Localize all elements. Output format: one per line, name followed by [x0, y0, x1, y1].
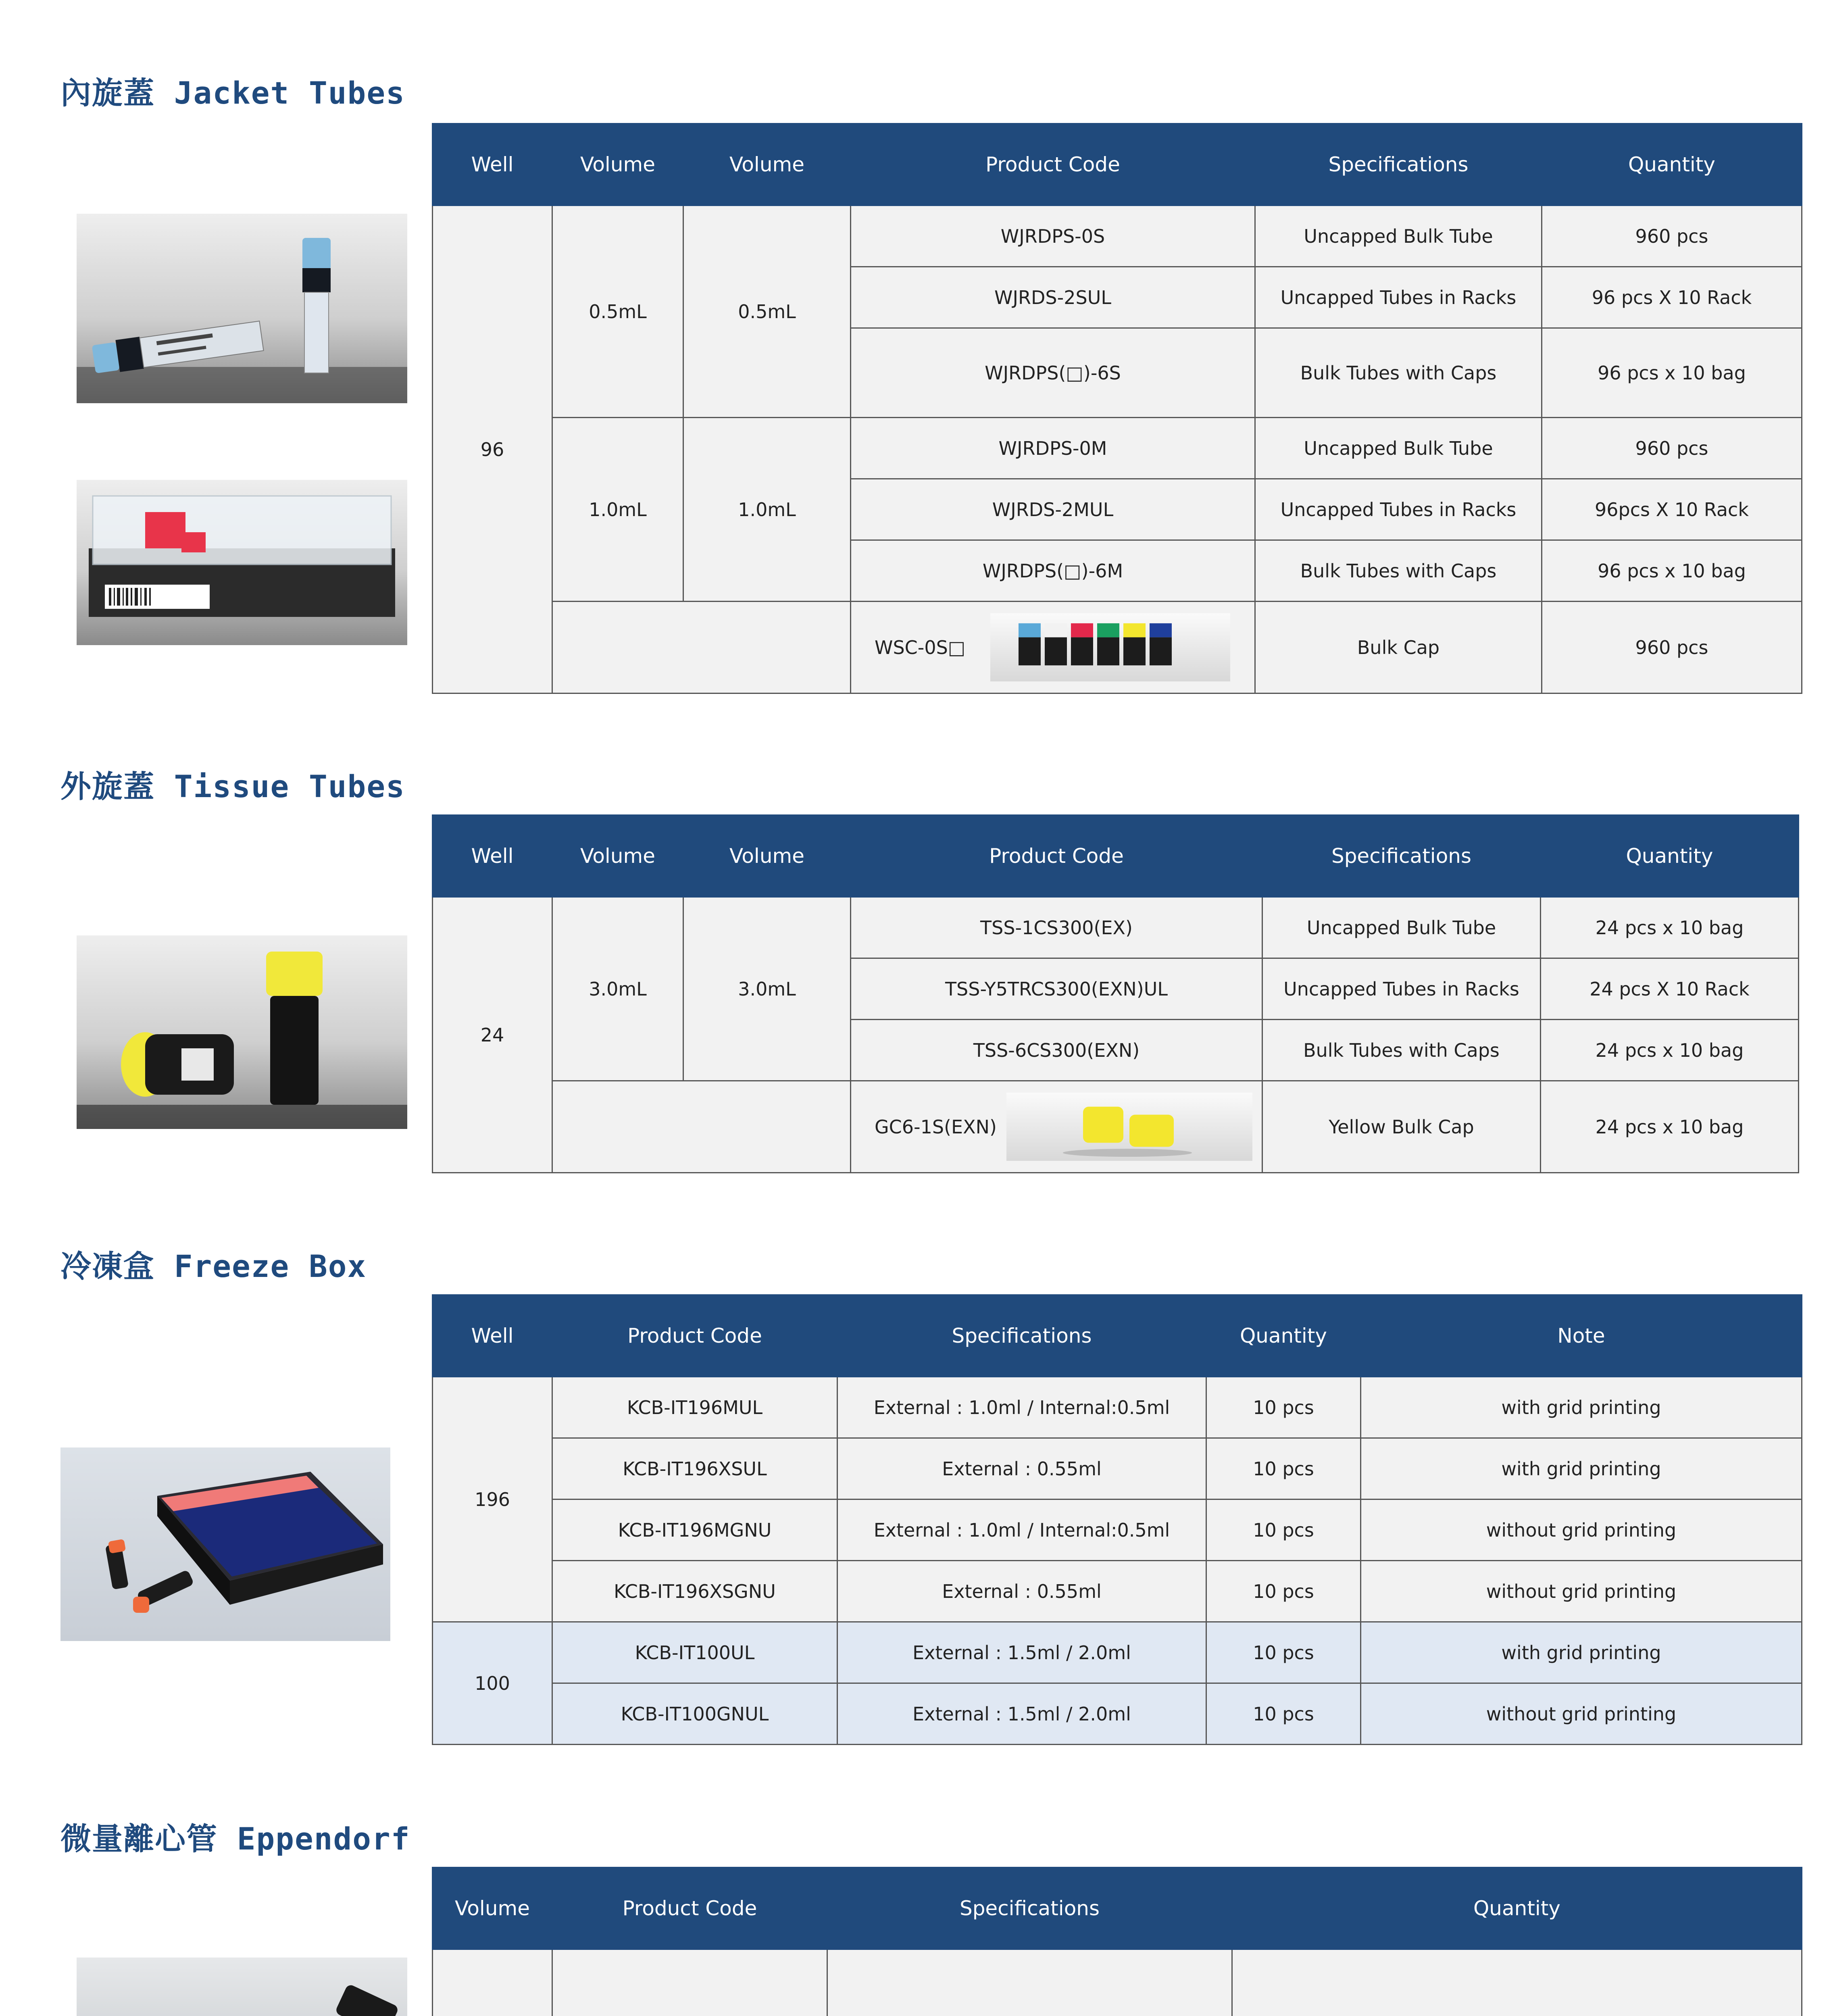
header-volume: Volume — [683, 124, 851, 206]
header-product-code: Product Code — [851, 815, 1262, 897]
quantity-cell: 24 pcs x 10 bag — [1541, 1020, 1799, 1081]
specification-cell: External : 0.55ml — [837, 1561, 1206, 1622]
section-title-eppendorf: 微量離心管 Eppendorf — [60, 1821, 410, 1857]
header-quantity: Quantity — [1542, 124, 1802, 206]
header-note: Note — [1361, 1295, 1802, 1377]
specification-cell: Uncapped Bulk Tube — [1255, 418, 1542, 479]
product-code-cell: WJRDPS(□)-6S — [851, 328, 1255, 418]
specification-cell: External : 1.5ml / 2.0ml — [837, 1622, 1206, 1683]
table-row — [433, 1949, 1802, 2016]
eppendorf-table — [432, 1867, 1802, 2016]
specification-cell: Bulk Tubes with Caps — [1262, 1020, 1541, 1081]
header-specifications: Specifications — [1255, 124, 1542, 206]
well-cell: 100 — [433, 1622, 552, 1745]
table-row — [433, 1683, 1802, 1745]
product-code-cell: KCB-IT100GNUL — [552, 1683, 837, 1745]
table-row — [433, 206, 1802, 267]
note-cell: with grid printing — [1361, 1377, 1802, 1438]
quantity-cell: 10 pcs — [1206, 1438, 1361, 1500]
product-code-cell: KCB-IT196MGNU — [552, 1500, 837, 1561]
table-row — [433, 897, 1799, 958]
note-cell: without grid printing — [1361, 1500, 1802, 1561]
product-code-cell: WJRDPS(□)-6M — [851, 540, 1255, 602]
table-row — [433, 1622, 1802, 1683]
specification-cell: External : 1.5ml / 2.0ml — [837, 1683, 1206, 1745]
eppendorf-photo — [77, 1958, 407, 2016]
product-code-cell — [851, 602, 1255, 694]
header-product-code: Product Code — [851, 124, 1255, 206]
well-cell: 24 — [433, 897, 552, 1173]
product-code-cell: WJRDS-2MUL — [851, 479, 1255, 540]
cap-product-code: WSC-0S□ — [875, 636, 966, 658]
product-code-cell: KCB-IT196MUL — [552, 1377, 837, 1438]
header-volume: Volume — [683, 815, 851, 897]
header-volume: Volume — [552, 124, 683, 206]
table-header-row — [433, 1295, 1802, 1377]
header-specifications: Specifications — [1262, 815, 1541, 897]
specification-cell: Bulk Tubes with Caps — [1255, 540, 1542, 602]
specification-cell: Yellow Bulk Cap — [1262, 1081, 1541, 1173]
quantity-cell: 96 pcs X 10 Rack — [1542, 267, 1802, 328]
volume-cell: 3.0mL — [683, 897, 851, 1081]
freeze-box-photo — [60, 1447, 390, 1641]
product-code-cell: WJRDPS-0M — [851, 418, 1255, 479]
quantity-cell: 96pcs X 10 Rack — [1542, 479, 1802, 540]
table-row — [433, 1377, 1802, 1438]
freeze-box-table — [432, 1294, 1802, 1745]
yellow-cap-photo — [1006, 1093, 1252, 1161]
table-header-row — [433, 124, 1802, 206]
section-title-tissue-tubes: 外旋蓋 Tissue Tubes — [60, 768, 405, 804]
jacket-rack-photo — [77, 480, 407, 645]
table-row — [433, 1438, 1802, 1500]
quantity-cell: 960 pcs — [1542, 206, 1802, 267]
header-quantity: Quantity — [1232, 1868, 1802, 1949]
quantity-cell: 960 pcs — [1542, 418, 1802, 479]
table-row — [433, 1500, 1802, 1561]
note-cell: without grid printing — [1361, 1683, 1802, 1745]
specification-cell: External : 1.0ml / Internal:0.5ml — [837, 1377, 1206, 1438]
jacket-tubes-table — [432, 123, 1802, 694]
product-code-cell: WJRDS-2SUL — [851, 267, 1255, 328]
specification-cell: External : 0.55ml — [837, 1438, 1206, 1500]
specification-cell: External : 1.0ml / Internal:0.5ml — [837, 1500, 1206, 1561]
quantity-cell: 10 pcs — [1206, 1622, 1361, 1683]
color-caps-photo — [990, 613, 1230, 681]
specification-cell: Uncapped Tubes in Racks — [1262, 958, 1541, 1020]
quantity-cell: 24 pcs x 10 bag — [1541, 1081, 1799, 1173]
table-header-row — [433, 815, 1799, 897]
header-quantity: Quantity — [1541, 815, 1799, 897]
well-cell: 196 — [433, 1377, 552, 1622]
section-title-jacket-tubes: 內旋蓋 Jacket Tubes — [60, 75, 405, 111]
product-code-cell — [552, 1949, 827, 2016]
header-product-code: Product Code — [552, 1868, 827, 1949]
quantity-cell: 10 pcs — [1206, 1500, 1361, 1561]
product-code-cell: WJRDPS-0S — [851, 206, 1255, 267]
specification-cell: Uncapped Bulk Tube — [1262, 897, 1541, 958]
header-specifications: Specifications — [837, 1295, 1206, 1377]
product-code-cell: TSS-Y5TRCS300(EXN)UL — [851, 958, 1262, 1020]
product-code-cell: TSS-1CS300(EX) — [851, 897, 1262, 958]
table-header-row — [433, 1868, 1802, 1949]
quantity-cell: 960 pcs — [1542, 602, 1802, 694]
header-specifications: Specifications — [827, 1868, 1232, 1949]
product-code-cell — [851, 1081, 1262, 1173]
quantity-cell: 24 pcs X 10 Rack — [1541, 958, 1799, 1020]
table-row — [433, 1081, 1799, 1173]
volume-cell: 0.5mL — [683, 206, 851, 418]
empty-cell — [552, 602, 851, 694]
tissue-tubes-photo — [77, 935, 407, 1129]
jacket-tubes-photo — [77, 214, 407, 403]
volume-cell: 1.0mL — [552, 418, 683, 602]
header-quantity: Quantity — [1206, 1295, 1361, 1377]
volume-cell — [433, 1949, 552, 2016]
quantity-cell: 10 pcs — [1206, 1683, 1361, 1745]
product-code-cell: KCB-IT100UL — [552, 1622, 837, 1683]
product-code-cell: TSS-6CS300(EXN) — [851, 1020, 1262, 1081]
quantity-cell — [1232, 1949, 1802, 2016]
specification-cell: Uncapped Bulk Tube — [1255, 206, 1542, 267]
header-volume: Volume — [433, 1868, 552, 1949]
quantity-cell: 24 pcs x 10 bag — [1541, 897, 1799, 958]
header-product-code: Product Code — [552, 1295, 837, 1377]
header-well: Well — [433, 1295, 552, 1377]
tissue-tubes-table — [432, 814, 1799, 1173]
quantity-cell: 10 pcs — [1206, 1377, 1361, 1438]
section-title-freeze-box: 冷凍盒 Freeze Box — [60, 1248, 367, 1284]
quantity-cell: 10 pcs — [1206, 1561, 1361, 1622]
specification-cell: Uncapped Tubes in Racks — [1255, 479, 1542, 540]
volume-cell: 1.0mL — [683, 418, 851, 602]
note-cell: with grid printing — [1361, 1438, 1802, 1500]
note-cell: with grid printing — [1361, 1622, 1802, 1683]
table-row — [433, 602, 1802, 694]
specification-cell: Bulk Tubes with Caps — [1255, 328, 1542, 418]
header-well: Well — [433, 815, 552, 897]
specification-cell — [827, 1949, 1232, 2016]
volume-cell: 3.0mL — [552, 897, 683, 1081]
volume-cell: 0.5mL — [552, 206, 683, 418]
note-cell: without grid printing — [1361, 1561, 1802, 1622]
empty-cell — [552, 1081, 851, 1173]
header-well: Well — [433, 124, 552, 206]
specification-cell: Bulk Cap — [1255, 602, 1542, 694]
product-code-cell: KCB-IT196XSGNU — [552, 1561, 837, 1622]
header-volume: Volume — [552, 815, 683, 897]
table-row — [433, 418, 1802, 479]
cap-product-code: GC6-1S(EXN) — [875, 1116, 997, 1138]
specification-cell: Uncapped Tubes in Racks — [1255, 267, 1542, 328]
quantity-cell: 96 pcs x 10 bag — [1542, 328, 1802, 418]
product-code-cell: KCB-IT196XSUL — [552, 1438, 837, 1500]
well-cell: 96 — [433, 206, 552, 694]
table-row — [433, 1561, 1802, 1622]
quantity-cell: 96 pcs x 10 bag — [1542, 540, 1802, 602]
